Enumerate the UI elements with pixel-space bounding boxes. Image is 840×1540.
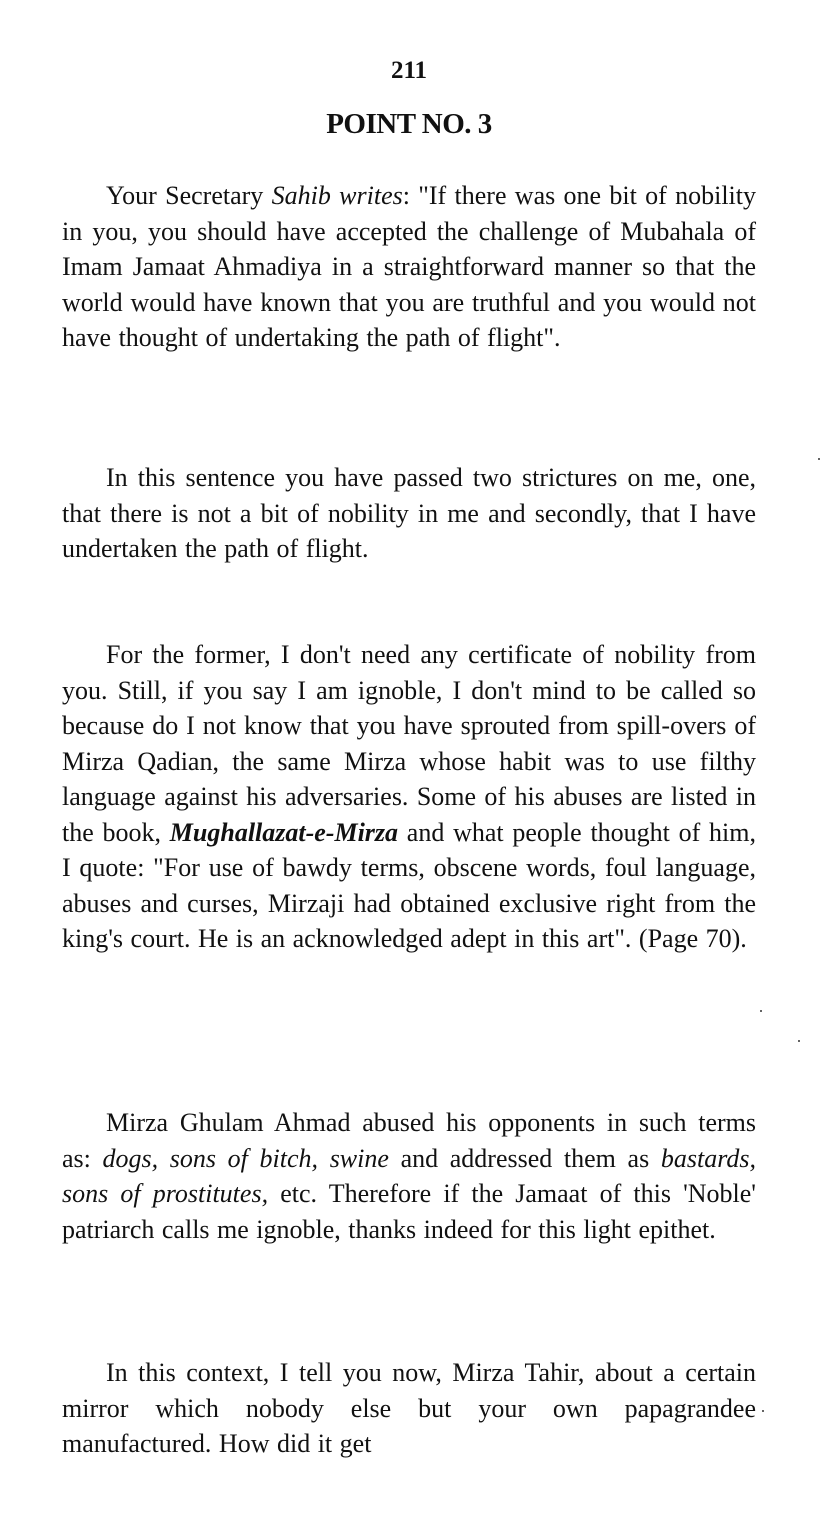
book-title-part-2: Mirza	[334, 817, 399, 847]
paragraph-1-text: Your Secretary	[106, 181, 272, 210]
paragraph-1-space	[331, 181, 339, 210]
book-page	[62, 0, 756, 1540]
paragraph-4	[62, 1105, 756, 1247]
paragraph-4-middle: and addressed them as	[388, 1143, 661, 1173]
scan-speck	[760, 1010, 762, 1012]
paragraph-1-quote: : "If there was one bit of nobility in you, you should have accepted the challenge of Mubahala of Imam Jamaat Ahmadiya in a straightforward manner so that the world would have known that you are truthful and you would not have thought of undertaking the path of flight".	[62, 181, 757, 352]
paragraph-5: In this context, I tell you now, Mirza Tahir, about a certain mirror which nobody else but your own papagrandee manufactured. How did it get	[62, 1358, 756, 1458]
paragraph-4-rest: etc. Therefore if the Jamaat of this 'Noble' patriarch calls me ignoble, thanks indeed for this light epithet.	[62, 1179, 756, 1244]
scan-speck	[818, 458, 820, 460]
paragraph-4-text: Mirza Ghulam Ahmad abused his opponents in such terms as:	[62, 1108, 756, 1173]
paragraph-4-emphasis-addressed: bastards, sons of prostitutes,	[62, 1143, 756, 1208]
paragraph-3-text: For the former, I don't need any certificate of nobility from you. Still, if you say I am ignoble, I don't mind to be called so because do I not know that you have sprouted from spill-overs of Mirza Qadian, the same Mirza whose habit was to use filthy language against his adversaries. Some of his abuses are listed in the book,	[62, 640, 756, 847]
paragraph-2: In this sentence you have passed two strictures on me, one, that there is not a bit of nobility in me and secondly, that I have undertaken the path of flight.	[62, 463, 756, 563]
scan-speck	[762, 1410, 764, 1412]
book-title-part-1: Mughallazat-e-	[169, 817, 335, 847]
paragraph-1-emphasis-sahib: Sahib	[271, 181, 331, 210]
scan-speck	[798, 1040, 800, 1042]
page-number: 211	[390, 57, 428, 84]
section-heading: POINT NO. 3	[326, 108, 492, 140]
paragraph-4-emphasis-terms: dogs, sons of bitch, swine	[102, 1143, 389, 1173]
paragraph-1	[62, 178, 756, 356]
paragraph-1-emphasis-writes: writes	[339, 181, 403, 210]
paragraph-3-quote: and what people thought of him, I quote: "For use of bawdy terms, obscene words, foul language, abuses and curses, Mirzaji had obtained exclusive right from the king's court. He is an acknowledged adept in this art". (Page 70).	[62, 817, 757, 953]
paragraph-3	[62, 637, 756, 957]
